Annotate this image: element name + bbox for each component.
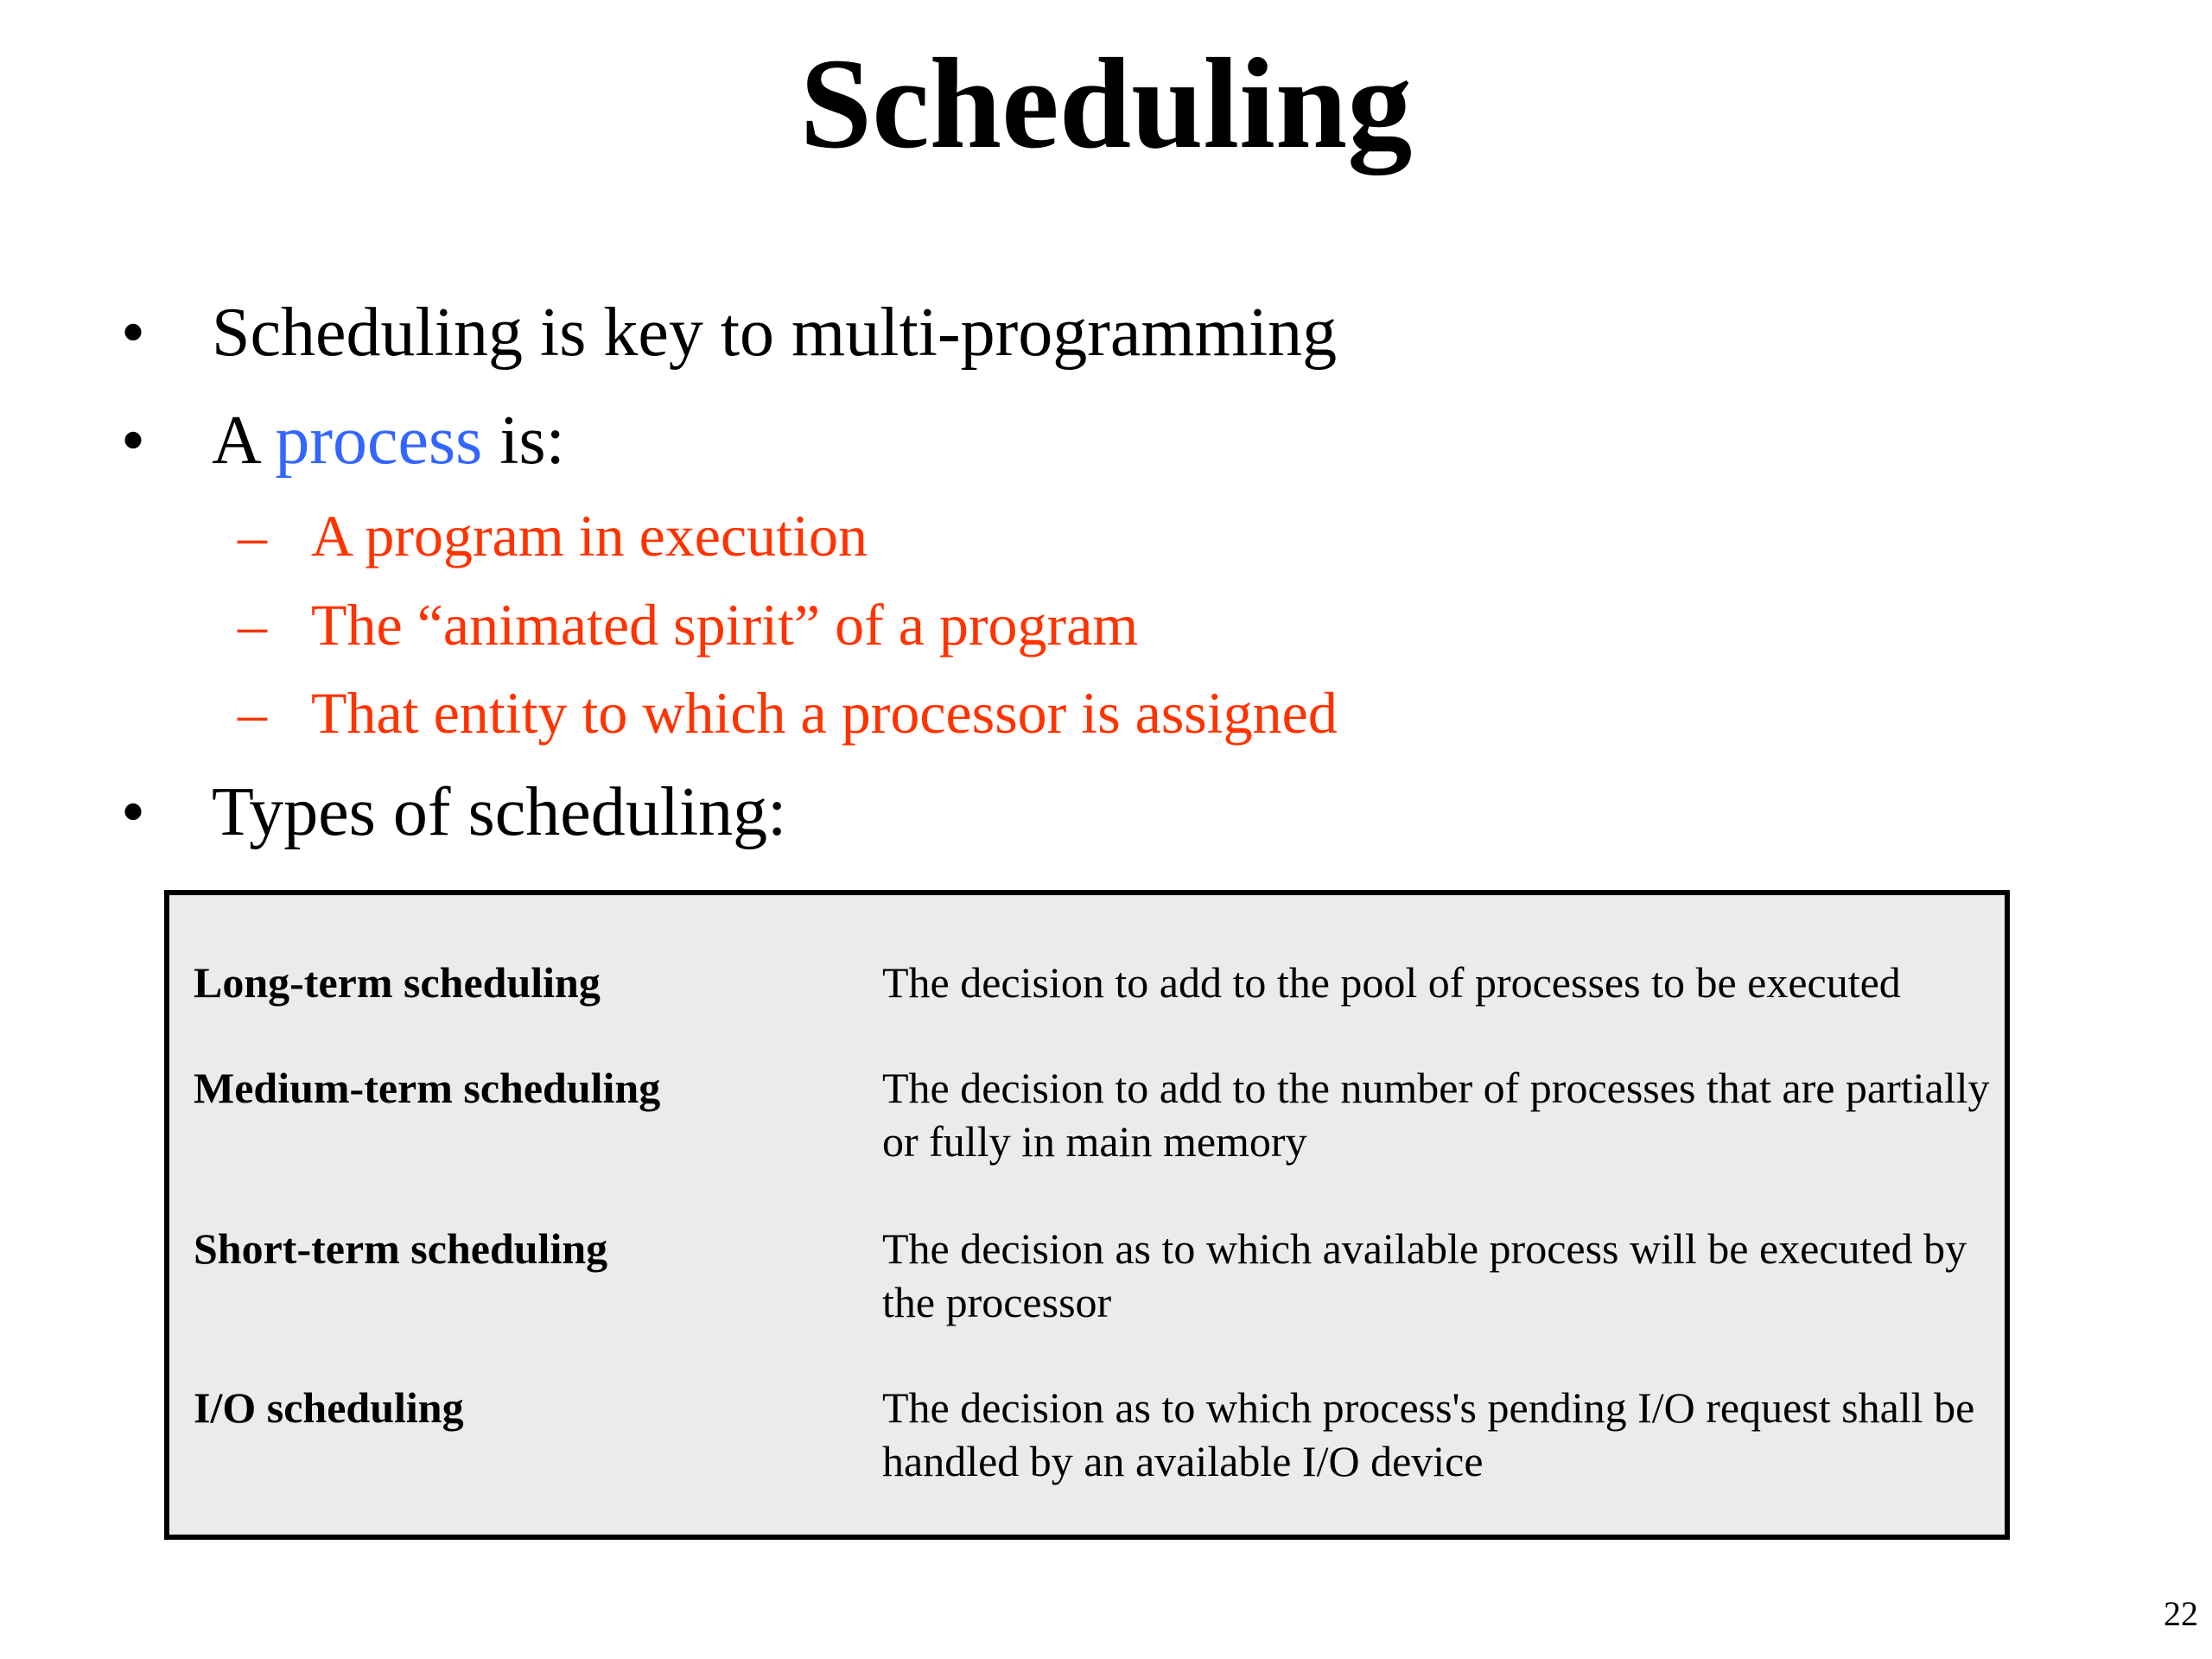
scheduling-type-description: The decision to add to the pool of processes to be executed bbox=[882, 958, 1901, 1007]
scheduling-type-description: The decision as to which available process will be executed by the processor bbox=[882, 1224, 1967, 1326]
scheduling-type-name: I/O scheduling bbox=[194, 1383, 464, 1432]
bullet-dot-icon: • bbox=[121, 295, 146, 371]
scheduling-type-name: Short-term scheduling bbox=[194, 1224, 608, 1273]
definition-text: The “animated spirit” of a program bbox=[311, 592, 1139, 658]
scheduling-type-description: The decision as to which process's pending I/O request shall be handled by an available I/O device bbox=[882, 1383, 1975, 1485]
definition-text: A program in execution bbox=[311, 503, 868, 569]
bullet-text: Scheduling is key to multi-programming bbox=[212, 295, 1338, 371]
process-highlight: process bbox=[275, 403, 483, 479]
dash-icon: – bbox=[238, 592, 267, 658]
bullet-text bbox=[212, 397, 565, 484]
bullet-dot-icon: • bbox=[121, 403, 146, 479]
scheduling-type-name: Medium-term scheduling bbox=[194, 1064, 661, 1112]
bullet-text: Types of scheduling: bbox=[212, 774, 787, 850]
definition-text: That entity to which a processor is assigned bbox=[311, 680, 1338, 746]
bullet-dot-icon: • bbox=[121, 774, 146, 850]
scheduling-types-table bbox=[164, 890, 2010, 1540]
page-number: 22 bbox=[2164, 1594, 2198, 1633]
bullet-prefix: A bbox=[212, 403, 258, 479]
dash-icon: – bbox=[238, 503, 267, 569]
slide-title: Scheduling bbox=[799, 32, 1413, 175]
dash-icon: – bbox=[238, 680, 267, 746]
bullet-suffix: is: bbox=[499, 403, 565, 479]
scheduling-type-name: Long-term scheduling bbox=[194, 958, 601, 1007]
scheduling-type-description: The decision to add to the number of processes that are partially or fully in main memory bbox=[882, 1064, 1990, 1166]
